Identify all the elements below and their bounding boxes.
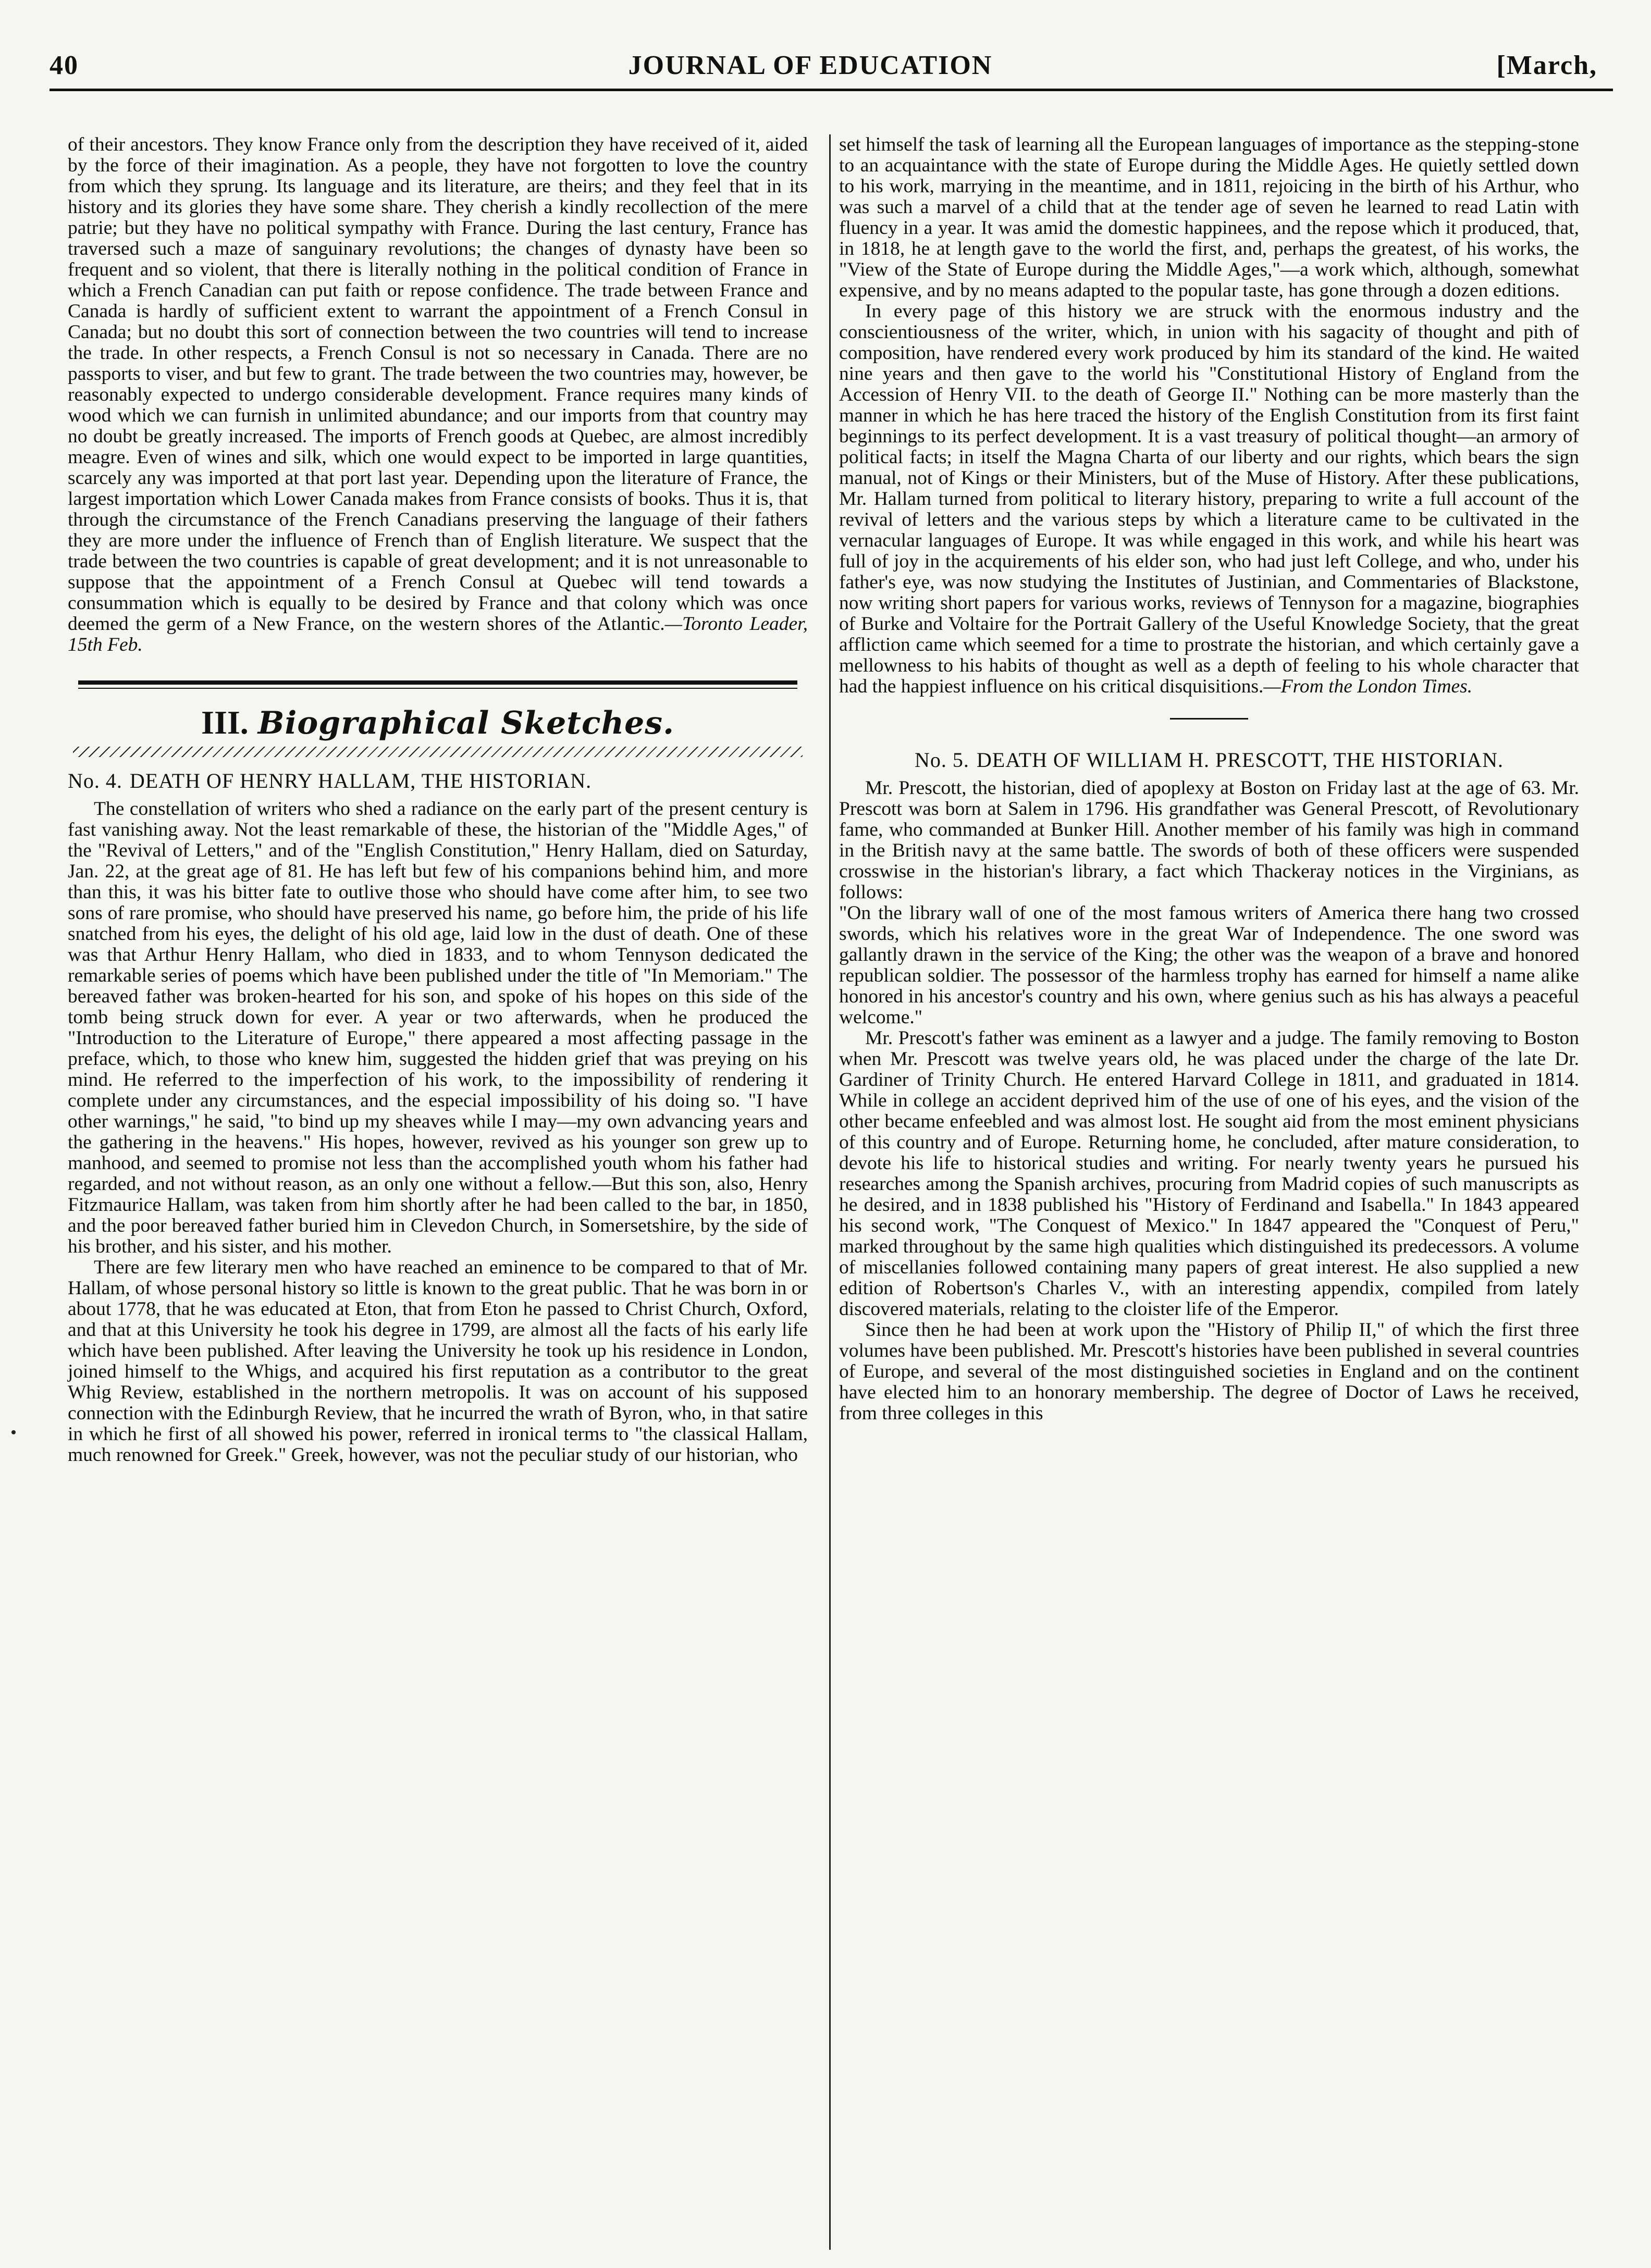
article-4-heading xyxy=(68,770,808,792)
article-4-paragraph-3-text: In every page of this history we are struck with the enormous industry and the conscientiousness of the writer, which, in union with his sagacity of thought and pith of composition, have rendered every work produced by him its standard of the kind. He waited nine years and then gave to the world his "Constitutional History of England from the Accession of Henry VII. to the death of George II." Nothing can be more masterly than the manner in which he has here traced the history of the English Constitution from its first faint beginnings to its perfect development. It is a vast treasury of political thought—an armory of political facts; in itself the Magna Charta of our liberty and our rights, which bears the sign manual, not of Kings or their Ministers, but of the Muse of History. After these publications, Mr. Hallam turned from political to literary history, preparing to write a full account of the revival of letters and the various steps by which a literature came to be cultivated in the vernacular languages of Europe. It was while engaged in this work, and while his heart was full of joy in the acquirements of his elder son, who had just left College, and who, under his father's eye, was now studying the Institutes of Justinian, and Commentaries of Blackstone, now writing short papers for various works, reviews of Tennyson for a magazine, biographies of Burke and Voltaire for the Portrait Gallery of the Useful Knowledge Society, that the great affliction came which seemed for a time to prostrate the historian, and which certainly gave a mellowness to his habits of thought as well as a depth of feeling to his whole character that had the happiest influence on his critical disquisitions. xyxy=(839,301,1579,697)
running-head xyxy=(23,41,1597,88)
margin-mark xyxy=(11,1430,16,1434)
right-column xyxy=(839,134,1579,1424)
article-4-paragraph-2: There are few literary men who have reached an eminence to be compared to that of Mr. Hallam, of whose personal history so little is known to the great public. That he was born in or about 1778, that he was educated at Eton, that from Eton he passed to Christ Church, Oxford, and that at this University he took his degree in 1799, are almost all the facts of his early life which have been published. After leaving the University he took up his residence in London, joined himself to the Whigs, and acquired his first reputation as a contributor to the great Whig Review, established in the northern metropolis. It was on account of his supposed connection with the Edinburgh Review, that he incurred the wrath of Byron, who, in that satire in which he first of all showed his power, referred in ironical terms to "the classical Hallam, much renowned for Greek." Greek, however, was not the peculiar study of our historian, who xyxy=(68,1257,808,1466)
column-divider xyxy=(829,134,831,2250)
intro-text: of their ancestors. They know France only from the description they have received of it, aided by the force of their imagination. As a people, they have not forgotten to love the country from which they sprung. Its language and its literature, are theirs; and they feel that in its history and its glories they have some share. They cherish a kindly recollection of the mere patrie; but they have no political sympathy with France. During the last century, France has traversed such a maze of sanguinary revolutions; the changes of dynasty have been so frequent and so violent, that there is literally nothing in the political condition of France in which a French Canadian can put faith or repose confidence. The trade between France and Canada is hardly of sufficient extent to warrant the appointment of a French Consul in Canada; but no doubt this sort of connection between the two countries will tend to increase the trade. In other respects, a French Consul is not so necessary in Canada. There are no passports to viser, and but few to grant. The trade between the two countries may, however, be reasonably expected to undergo considerable development. France requires many kinds of wood which we can furnish in unlimited abundance; and our imports from that country may no doubt be greatly increased. The imports of French goods at Quebec, are almost incredibly meagre. Even of wines and silk, which one would expect to be imported in large quantities, scarcely any was imported at that port last year. Depending upon the literature of France, the largest importation which Lower Canada makes from France consists of books. Thus it is, that through the circumstance of the French Canadians preserving the language of their fathers they are more under the influence of French than of English literature. We suspect that the trade between the two countries is capable of great development; and it is not unreasonable to suppose that the appointment of a French Consul at Quebec will tend towards a consummation which is equally to be desired by France and that colony which was once deemed the germ of a New France, on the western shores of the Atlantic. xyxy=(68,134,808,635)
section-heading xyxy=(68,704,808,741)
article-5-number: No. 5. xyxy=(915,748,969,772)
page-number: 40 xyxy=(50,51,79,80)
article-4-number: No. 4. xyxy=(68,769,122,792)
article-5-paragraph-1: Mr. Prescott, the historian, died of apoplexy at Boston on Friday last at the age of 63. Mr. Prescott was born at Salem in 1796. His grandfather was General Prescott, of Revolutionary fame, who commanded at Bunker Hill. Another member of his family was high in command in the British navy at the same battle. The swords of both of these officers were suspended crosswise in the historian's library, a fact which Thackeray notices in the Virginians, as follows: xyxy=(839,777,1579,903)
article-4-title: DEATH OF HENRY HALLAM, THE HISTORIAN. xyxy=(129,769,592,792)
article-4-paragraph-continued: set himself the task of learning all the European languages of importance as the stepping-stone to an acquaintance with the state of Europe during the Middle Ages. He quietly settled down to his work, marrying in the meantime, and in 1811, rejoicing in the birth of his Arthur, who was such a marvel of a child that at the tender age of seven he learned to read Latin with fluency in a year. It was amid the domestic happinees, and the repose which it produced, that, in 1818, he at length gave to the world the first, and, perhaps the greatest, of his works, the "View of the State of Europe during the Middle Ages,"—a work which, although, somewhat expensive, and by no means adapted to the popular taste, has gone through a dozen editions. xyxy=(839,134,1579,301)
article-5-quote: "On the library wall of one of the most famous writers of America there hang two crossed swords, which his relatives wore in the great War of Independence. The one sword was gallantly drawn in the service of the King; the other was the weapon of a brave and honored republican soldier. The possessor of the harmless trophy has earned for himself a name alike honored in his ancestor's country and his own, where genius such as his has always a peaceful welcome." xyxy=(839,902,1579,1028)
wavy-rule xyxy=(73,747,803,757)
left-column xyxy=(68,134,808,1466)
article-5-title: DEATH OF WILLIAM H. PRESCOTT, THE HISTORIAN. xyxy=(976,748,1504,772)
article-separator xyxy=(1170,718,1248,720)
article-4-source: —From the London Times. xyxy=(1263,676,1473,697)
month-label: [March, xyxy=(1496,51,1597,80)
article-4-paragraph-1: The constellation of writers who shed a radiance on the early part of the present century is fast vanishing away. Not the least remarkable of these, the historian of the "Middle Ages," of the "Revival of Letters," and of the "English Constitution," Henry Hallam, died on Saturday, Jan. 22, at the great age of 81. He has left but few of his companions behind him, and more than this, it was his bitter fate to outlive those who should have come after him, to see two sons of rare promise, who should have preserved his name, go before him, the pride of his life snatched from his eyes, the delight of his old age, laid low in the dust of death. One of these was that Arthur Henry Hallam, who died in 1833, and to whom Tennyson dedicated the remarkable series of poems which have been published under the title of "In Memoriam." The bereaved father was broken-hearted for his son, and spoke of his hopes on this side of the tomb being struck down for ever. A year or two afterwards, when he produced the "Introduction to the Literature of Europe," there appeared a most affecting passage in the preface, which, to those who knew him, suggested the hidden grief that was preying on his mind. He referred to the imperfection of his work, to the impossibility of rendering it complete under any circumstances, and the especial impossibility of his doing so. "I have other warnings," he said, "to bind up my sheaves while I may—my own advancing years and the gathering in the heavens." His hopes, however, revived as his younger son grew up to manhood, and seemed to promise not less than the accomplished youth whom his father had regarded, and not without reason, as an only one without a fellow.—But this son, also, Henry Fitzmaurice Hallam, was taken from him shortly after he had been called to the bar, in 1850, and the poor bereaved father buried him in Clevedon Church, in Somersetshire, by the side of his brother, and his sister, and his mother. xyxy=(68,798,808,1257)
article-4-paragraph-3 xyxy=(839,301,1579,697)
article-5-heading xyxy=(839,749,1579,772)
intro-source: —Toronto Leader, 15th Feb. xyxy=(68,613,808,655)
section-number: III. xyxy=(201,704,249,741)
section-title: Biographical Sketches. xyxy=(257,705,674,741)
section-separator xyxy=(68,680,808,689)
thin-rule xyxy=(78,688,797,689)
article-5-paragraph-2: Mr. Prescott's father was eminent as a lawyer and a judge. The family removing to Boston when Mr. Prescott was twelve years old, he was placed under the charge of the late Dr. Gardiner of Trinity Church. He entered Harvard College in 1811, and graduated in 1814. While in college an accident deprived him of the use of one of his eyes, and the vision of the other became enfeebled and was almost lost. He sought aid from the most eminent physicians of this country and of Europe. Returning home, he concluded, after mature consideration, to devote his life to historical studies and writing. For nearly twenty years he pursued his researches among the Spanish archives, procuring from Madrid copies of such manuscripts as he desired, and in 1838 published his "History of Ferdinand and Isabella." In 1843 appeared his second work, "The Conquest of Mexico." In 1847 appeared the "Conquest of Peru," marked throughout by the same high qualities which distinguished its predecessors. A volume of miscellanies followed containing many papers of great interest. He also supplied a new edition of Robertson's Charles V., with an interesting appendix, compiled from lately discovered materials, relating to the cloister life of the Emperor. xyxy=(839,1027,1579,1320)
journal-title: JOURNAL OF EDUCATION xyxy=(628,51,993,80)
article-5-paragraph-3: Since then he had been at work upon the "History of Philip II," of which the first three volumes have been published. Mr. Prescott's histories have been published in several countries of Europe, and several of the most distinguished societies in England and on the continent have elected him to an honorary membership. The degree of Doctor of Laws he received, from three colleges in this xyxy=(839,1319,1579,1424)
header-rule xyxy=(50,89,1613,91)
thick-rule xyxy=(78,680,797,685)
intro-paragraph xyxy=(68,134,808,655)
